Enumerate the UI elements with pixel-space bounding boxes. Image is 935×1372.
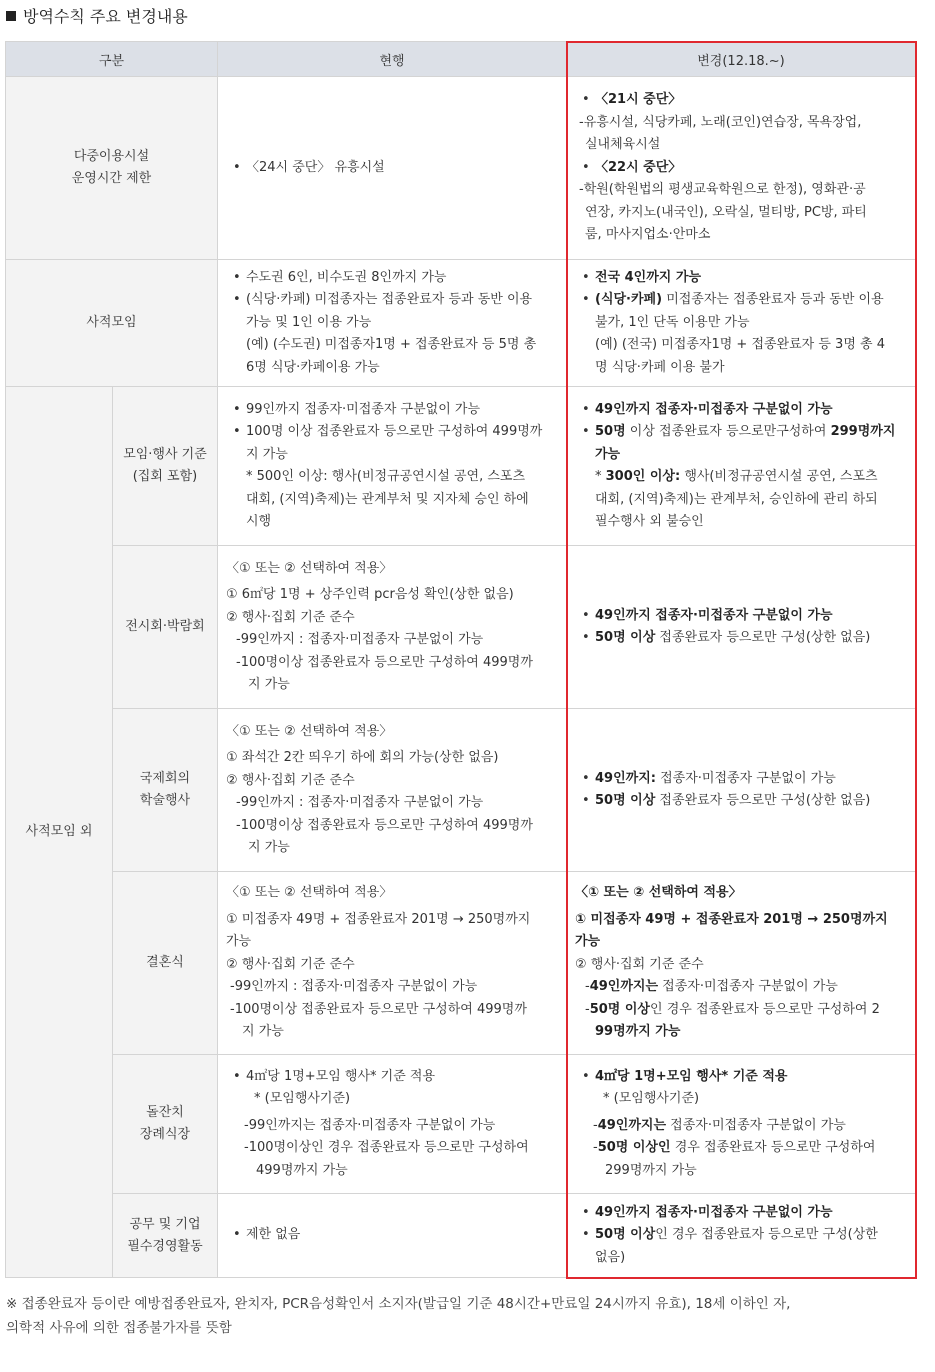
current-conference: 〈① 또는 ② 선택하여 적용〉 ① 좌석간 2칸 띄우기 하에 회의 가능(상한 없음) ② 행사·집회 기준 준수 -99인까지 : 접종자·미접종자 구분없이 가능 -100명이상 접종완료자 등으로만 구성하여 499명까 지 가능 bbox=[218, 709, 567, 872]
row-public bbox=[6, 1194, 916, 1278]
square-bullet-icon bbox=[6, 11, 16, 21]
cat-private: 사적모임 bbox=[6, 260, 218, 387]
current-event: • 99인까지 접종자·미접종자 구분없이 가능 • 100명 이상 접종완료자 등으로만 구성하여 499명까 지 가능 * 500인 이상: 행사(비정규공연시설 공연, 스포츠 대회, (지역)축제)는 관계부처 및 지자체 승인 하에 시행 bbox=[218, 387, 567, 546]
header-row bbox=[6, 42, 916, 77]
rules-table bbox=[5, 41, 916, 1278]
changed-wedding: 〈① 또는 ② 선택하여 적용〉 ① 미접종자 49명 + 접종완료자 201명 → 250명까지 가능 ② 행사·집회 기준 준수 -49인까지는 접종자·미접종자 구분없이 가능 -50명 이상인 경우 접종완료자 등으로만 구성하여 2 99명까지 가능 bbox=[567, 872, 916, 1055]
header-changed: 변경(12.18.~) bbox=[567, 42, 916, 77]
row-funeral bbox=[6, 1055, 916, 1194]
changed-expo: • 49인까지 접종자·미접종자 구분없이 가능 • 50명 이상 접종완료자 등으로만 구성(상한 없음) bbox=[567, 546, 916, 709]
row-facility bbox=[6, 77, 916, 260]
row-event bbox=[6, 387, 916, 546]
cat-public: 공무 및 기업 필수경영활동 bbox=[113, 1194, 218, 1278]
header-category: 구분 bbox=[6, 42, 218, 77]
cat-wedding: 결혼식 bbox=[113, 872, 218, 1055]
current-expo: 〈① 또는 ② 선택하여 적용〉 ① 6㎡당 1명 + 상주인력 pcr음성 확인(상한 없음) ② 행사·집회 기준 준수 -99인까지 : 접종자·미접종자 구분없이 가능 -100명이상 접종완료자 등으로만 구성하여 499명까 지 가능 bbox=[218, 546, 567, 709]
current-facility: • 〈24시 중단〉 유흥시설 bbox=[218, 77, 567, 260]
row-private bbox=[6, 260, 916, 387]
current-wedding: 〈① 또는 ② 선택하여 적용〉 ① 미접종자 49명 + 접종완료자 201명 → 250명까지 가능 ② 행사·집회 기준 준수 -99인까지 : 접종자·미접종자 구분없이 가능 -100명이상 접종완료자 등으로만 구성하여 499명까 지 가능 bbox=[218, 872, 567, 1055]
header-current: 현행 bbox=[218, 42, 567, 77]
row-conference bbox=[6, 709, 916, 872]
section-title bbox=[6, 4, 188, 27]
section-title-text: 방역수칙 주요 변경내용 bbox=[23, 7, 188, 26]
changed-facility: • 〈21시 중단〉 -유흥시설, 식당카페, 노래(코인)연습장, 목욕장업, 실내체육시설 • 〈22시 중단〉 -학원(학원법의 평생교육학원으로 한정), 영화관·공 연장, 카지노(내국인), 오락실, 멀티방, PC방, 파티 룸, 마사지업소·안마소 bbox=[567, 77, 916, 260]
changed-private: • 전국 4인까지 가능 • (식당·카페) 미접종자는 접종완료자 등과 동반 이용 불가, 1인 단독 이용만 가능 (예) (전국) 미접종자1명 + 접종완료자 등 3명 총 4 명 식당·카페 이용 불가 bbox=[567, 260, 916, 387]
current-public: • 제한 없음 bbox=[218, 1194, 567, 1278]
row-expo bbox=[6, 546, 916, 709]
cat-conference: 국제회의 학술행사 bbox=[113, 709, 218, 872]
cat-facility: 다중이용시설 운영시간 제한 bbox=[6, 77, 218, 260]
changed-event: • 49인까지 접종자·미접종자 구분없이 가능 • 50명 이상 접종완료자 등으로만구성하여 299명까지 가능 * 300인 이상: 행사(비정규공연시설 공연, 스포츠 대회, (지역)축제)는 관계부처, 승인하에 관리 하되 필수행사 외 불승인 bbox=[567, 387, 916, 546]
cat-event: 모임·행사 기준 (집회 포함) bbox=[113, 387, 218, 546]
changed-conference: • 49인까지: 접종자·미접종자 구분없이 가능 • 50명 이상 접종완료자 등으로만 구성(상한 없음) bbox=[567, 709, 916, 872]
cat-funeral: 돌잔치 장례식장 bbox=[113, 1055, 218, 1194]
cat-outside: 사적모임 외 bbox=[6, 387, 113, 1278]
changed-public: • 49인까지 접종자·미접종자 구분없이 가능 • 50명 이상인 경우 접종완료자 등으로만 구성(상한 없음) bbox=[567, 1194, 916, 1278]
current-private: • 수도권 6인, 비수도권 8인까지 가능 • (식당·카페) 미접종자는 접종완료자 등과 동반 이용 가능 및 1인 이용 가능 (예) (수도권) 미접종자1명 + 접종완료자 등 5명 총 6명 식당·카페이용 가능 bbox=[218, 260, 567, 387]
cat-expo: 전시회·박람회 bbox=[113, 546, 218, 709]
row-wedding bbox=[6, 872, 916, 1055]
changed-funeral: • 4㎡당 1명+모임 행사* 기준 적용 * (모임행사기준) -49인까지는 접종자·미접종자 구분없이 가능 -50명 이상인 경우 접종완료자 등으로만 구성하여 299명까지 가능 bbox=[567, 1055, 916, 1194]
current-funeral: • 4㎡당 1명+모임 행사* 기준 적용 * (모임행사기준) -99인까지는 접종자·미접종자 구분없이 가능 -100명이상인 경우 접종완료자 등으로만 구성하여 499명까지 가능 bbox=[218, 1055, 567, 1194]
footnote: ※ 접종완료자 등이란 예방접종완료자, 완치자, PCR음성확인서 소지자(발급일 기준 48시간+만료일 24시까지 유효), 18세 이하인 자, 의학적 사유에 의한 접종불가자를 뜻함 bbox=[6, 1296, 791, 1336]
